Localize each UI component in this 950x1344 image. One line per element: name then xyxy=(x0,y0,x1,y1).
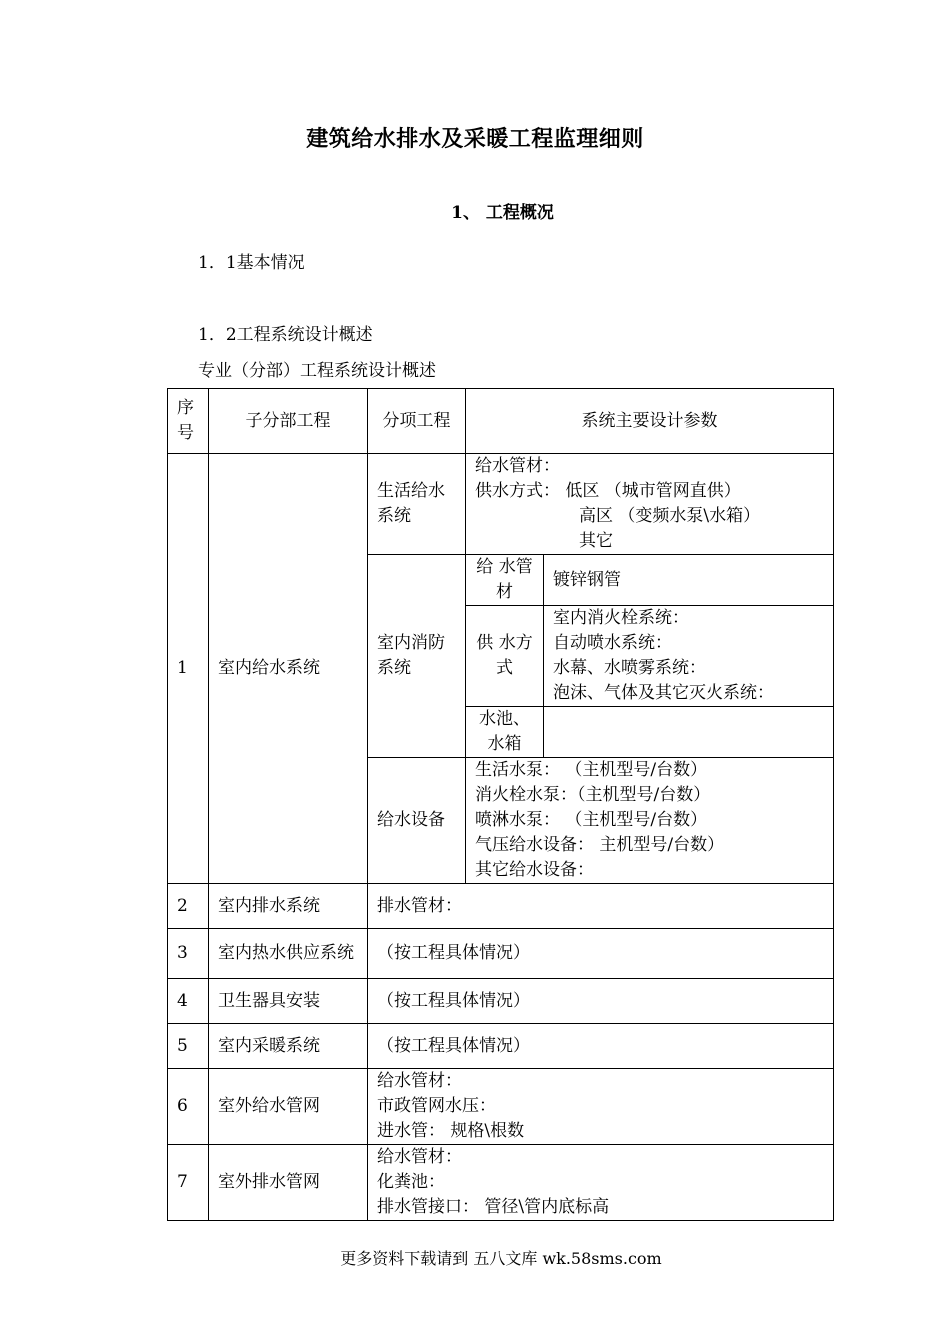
section-heading: 1、 工程概况 xyxy=(451,203,554,223)
header-subsection: 子分部工程 xyxy=(209,389,368,454)
fire-supply-params xyxy=(544,606,834,707)
table-row xyxy=(168,884,834,929)
row1-equip-params xyxy=(466,758,834,884)
row1-seq: 1 xyxy=(168,454,209,884)
equip-line: 消火栓水泵：（主机型号/台数） xyxy=(475,785,711,805)
design-parameter-table xyxy=(167,388,834,1221)
footer-link-text: 更多资料下载请到 五八文库 wk.58sms.com xyxy=(340,1249,662,1268)
equip-line: 喷淋水泵： （主机型号/台数） xyxy=(475,810,708,830)
header-item: 分项工程 xyxy=(368,389,466,454)
table-row xyxy=(168,1069,834,1145)
row3-params: （按工程具体情况） xyxy=(368,929,834,979)
row1-life-water-name: 生活给水系统 xyxy=(368,454,466,555)
row1-name: 室内给水系统 xyxy=(209,454,368,884)
row2-seq: 2 xyxy=(168,884,209,929)
row1-life-water-params xyxy=(466,454,834,555)
row5-name: 室内采暖系统 xyxy=(209,1024,368,1069)
row7-line: 给水管材： xyxy=(377,1147,462,1167)
row1-fire-name: 室内消防系统 xyxy=(368,555,466,758)
row1-equip-name: 给水设备 xyxy=(368,758,466,884)
row4-seq: 4 xyxy=(168,979,209,1024)
doc-title: 建筑给水排水及采暖工程监理细则 xyxy=(306,126,644,152)
fire-supply-line: 室内消火栓系统： xyxy=(553,608,689,628)
table-row xyxy=(168,1024,834,1069)
life-water-line: 其它 xyxy=(579,531,613,551)
fire-supply-line: 自动喷水系统： xyxy=(553,633,672,653)
subsection-basic-info: 1．1基本情况 xyxy=(198,253,305,273)
table-row xyxy=(168,979,834,1024)
life-water-line: 高区 （变频水泵\水箱） xyxy=(579,506,761,526)
header-seq: 序号 xyxy=(168,389,209,454)
row6-line: 给水管材： xyxy=(377,1071,462,1091)
row6-seq: 6 xyxy=(168,1069,209,1145)
row5-params: （按工程具体情况） xyxy=(368,1024,834,1069)
table-caption: 专业（分部）工程系统设计概述 xyxy=(198,361,436,381)
table-row xyxy=(168,454,834,555)
life-water-line: 供水方式： 低区 （城市管网直供） xyxy=(475,481,741,501)
table-row xyxy=(168,929,834,979)
fire-pipe-value: 镀锌钢管 xyxy=(544,555,834,606)
subsection-design-overview: 1．2工程系统设计概述 xyxy=(198,325,373,345)
row4-params: （按工程具体情况） xyxy=(368,979,834,1024)
row4-name: 卫生器具安装 xyxy=(209,979,368,1024)
header-params: 系统主要设计参数 xyxy=(466,389,834,454)
row3-name: 室内热水供应系统 xyxy=(209,929,368,979)
row7-name: 室外排水管网 xyxy=(209,1145,368,1221)
row6-line: 进水管： 规格\根数 xyxy=(377,1121,525,1141)
fire-supply-line: 泡沫、气体及其它灭火系统： xyxy=(553,683,774,703)
row6-line: 市政管网水压： xyxy=(377,1096,496,1116)
equip-line: 气压给水设备： 主机型号/台数） xyxy=(475,835,725,855)
equip-line: 生活水泵： （主机型号/台数） xyxy=(475,760,708,780)
fire-tank-label: 水池、水箱 xyxy=(466,707,544,758)
fire-tank-value xyxy=(544,707,834,758)
row7-line: 化粪池： xyxy=(377,1172,445,1192)
fire-pipe-label: 给 水管 材 xyxy=(466,555,544,606)
equip-line: 其它给水设备： xyxy=(475,860,594,880)
row6-name: 室外给水管网 xyxy=(209,1069,368,1145)
fire-supply-label: 供 水方 式 xyxy=(466,606,544,707)
life-water-line: 给水管材： xyxy=(475,456,560,476)
fire-supply-line: 水幕、水喷雾系统： xyxy=(553,658,706,678)
row3-seq: 3 xyxy=(168,929,209,979)
row6-params xyxy=(368,1069,834,1145)
row5-seq: 5 xyxy=(168,1024,209,1069)
row2-params: 排水管材： xyxy=(368,884,834,929)
row2-name: 室内排水系统 xyxy=(209,884,368,929)
table-header-row xyxy=(168,389,834,454)
row7-seq: 7 xyxy=(168,1145,209,1221)
table-row xyxy=(168,1145,834,1221)
row7-params xyxy=(368,1145,834,1221)
row7-line: 排水管接口： 管径\管内底标高 xyxy=(377,1197,610,1217)
